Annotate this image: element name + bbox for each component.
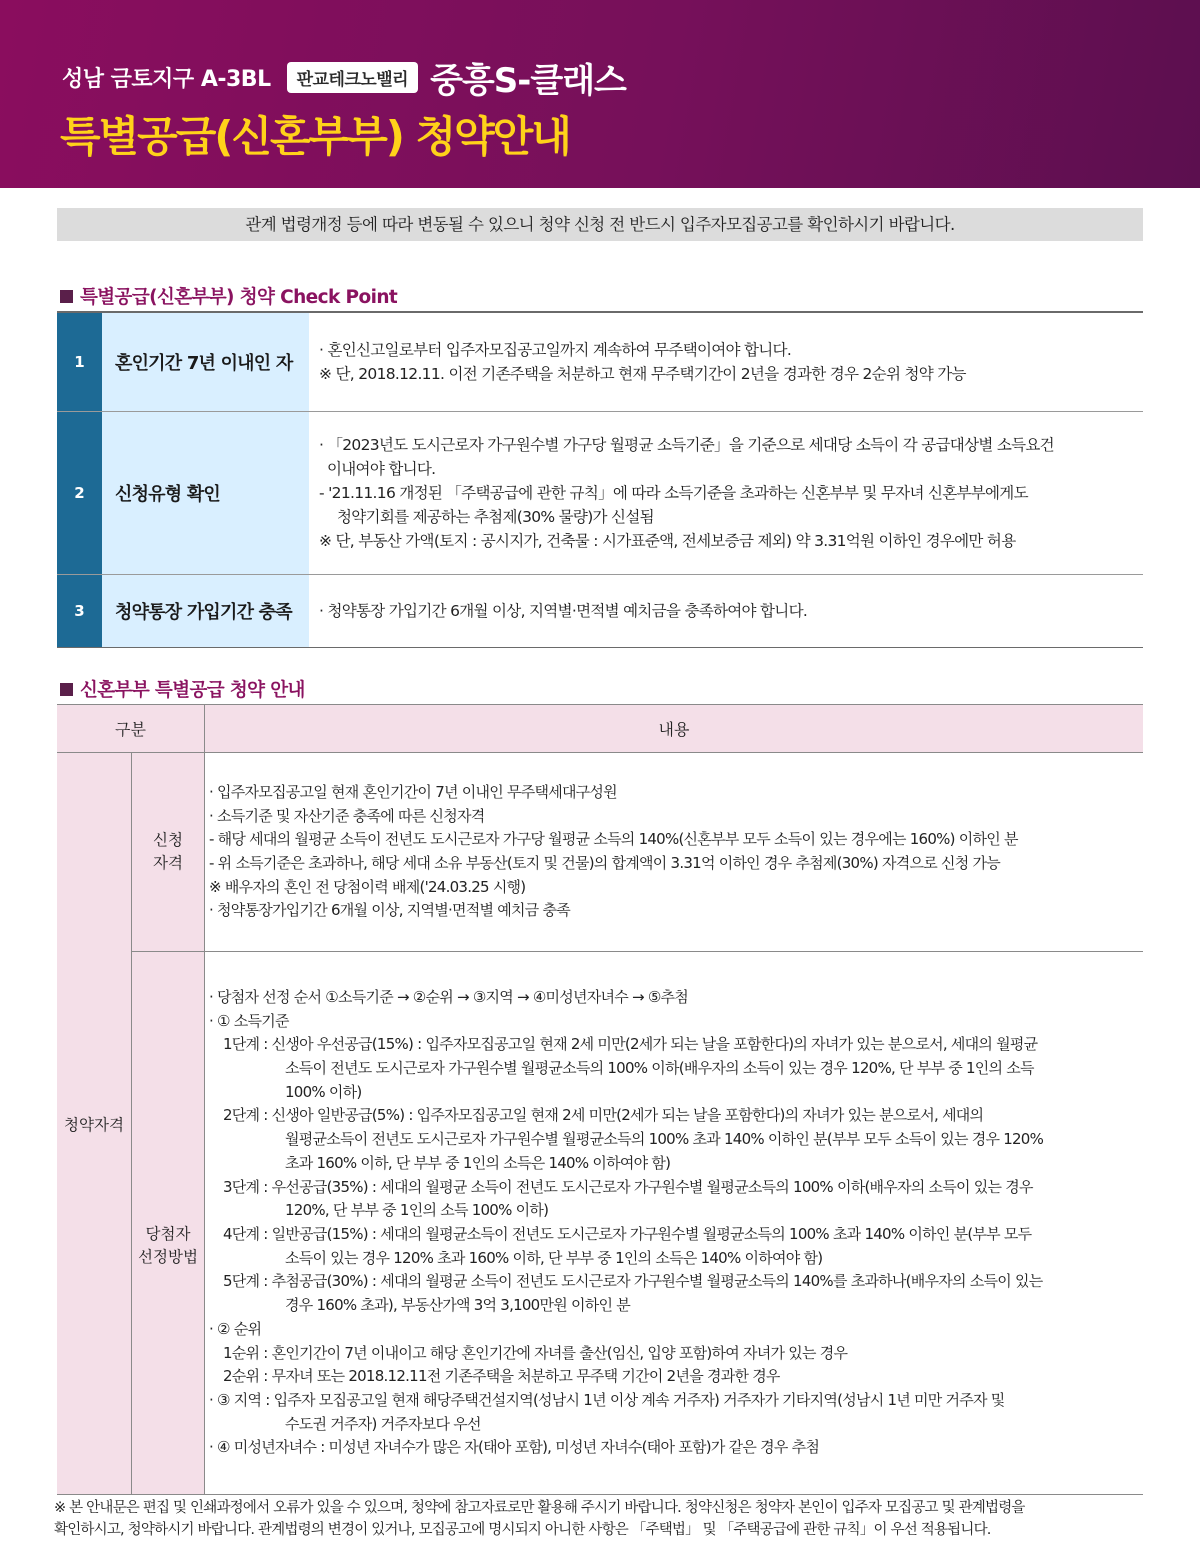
checkpoint-line: · 「2023년도 도시근로자 가구원수별 가구당 월평균 소득기준」을 기준으로 세대당 소득이 각 공급대상별 소득요건 [319, 436, 1054, 454]
checkpoint-heading: 신청유형 확인 [102, 412, 309, 574]
checkpoint-body [309, 575, 1143, 647]
footnote [54, 1497, 1025, 1541]
content-line: · 소득기준 및 자산기준 충족에 따른 신청자격 [209, 806, 485, 825]
footnote-line: 확인하시고, 청약하시기 바랍니다. 관계법령의 변경이 있거나, 모집공고에 명시되지 아니한 사항은 「주택법」 및 「주택공급에 관한 규칙」이 우선 적용됩니다. [54, 1522, 991, 1538]
content-line: 1단계 : 신생아 우선공급(15%) : 입주자모집공고일 현재 2세 미만(2세가 되는 날을 포함한다)의 자녀가 있는 분으로서, 세대의 월평균 [223, 1035, 1038, 1054]
content-line: ※ 배우자의 혼인 전 당첨이력 배제('24.03.25 시행) [209, 877, 526, 896]
content-line: 5단계 : 추첨공급(30%) : 세대의 월평균 소득이 전년도 도시근로자 가구원수별 월평균소득의 140%를 초과하나(배우자의 소득이 있는 [223, 1272, 1043, 1291]
column-header-content: 내용 [658, 720, 690, 739]
content-line: 소득이 전년도 도시근로자 가구원수별 월평균소득의 100% 이하(배우자의 소득이 있는 경우 120%, 단 부부 중 1인의 소득 [285, 1059, 1034, 1078]
checkpoint-line: - '21.11.16 개정된 「주택공급에 관한 규칙」에 따라 소득기준을 초과하는 신혼부부 및 무자녀 신혼부부에게도 [319, 484, 1028, 502]
content-line: 2단계 : 신생아 일반공급(5%) : 입주자모집공고일 현재 2세 미만(2세가 되는 날을 포함한다)의 자녀가 있는 분으로서, 세대의 [223, 1106, 984, 1125]
table-body [57, 753, 1143, 1495]
content-line: 120%, 단 부부 중 1인의 소득 100% 이하) [285, 1201, 549, 1220]
subcategory-label: 선정방법 [138, 1248, 198, 1266]
checkpoint-table [57, 311, 1143, 648]
content-line: 3단계 : 우선공급(35%) : 세대의 월평균 소득이 전년도 도시근로자 가구원수별 월평균소득의 100% 이하(배우자의 소득이 있는 경우 [223, 1177, 1033, 1196]
newlywed-table [57, 704, 1143, 1495]
page-title: 특별공급(신혼부부) 청약안내 [60, 112, 570, 161]
content-line: 100% 이하) [285, 1082, 362, 1101]
notice-bar: 관계 법령개정 등에 따라 변동될 수 있으니 청약 신청 전 반드시 입주자모집공고를 확인하시기 바랍니다. [57, 208, 1143, 241]
square-bullet-icon [60, 290, 73, 303]
subcategory-label: 신청 [153, 831, 183, 849]
content-line: 1순위 : 혼인기간이 7년 이내이고 해당 혼인기간에 자녀를 출산(임신, 입양 포함)하여 자녀가 있는 경우 [223, 1343, 848, 1362]
content-line: · ② 순위 [209, 1319, 262, 1338]
checkpoint-number: 3 [57, 575, 102, 647]
header-badge: 판교테크노밸리 [287, 62, 418, 93]
content-line: · ③ 지역 : 입주자 모집공고일 현재 해당주택건설지역(성남시 1년 이상 계속 거주자) 거주자가 기타지역(성남시 1년 미만 거주자 및 [209, 1390, 1005, 1409]
checkpoint-body [309, 313, 1143, 411]
checkpoint-line: ※ 단, 부동산 가액(토지 : 공시지가, 건축물 : 시가표준액, 전세보증금 제외) 약 3.31억원 이하인 경우에만 허용 [319, 532, 1016, 550]
content-line: 소득이 있는 경우 120% 초과 160% 이하, 단 부부 중 1인의 소득은 140% 이하여야 함) [285, 1248, 823, 1267]
content-line: · ① 소득기준 [209, 1011, 289, 1030]
newlywed-title-text: 신혼부부 특별공급 청약 안내 [80, 680, 305, 701]
checkpoint-row [57, 313, 1143, 412]
header-banner [0, 0, 1200, 188]
checkpoint-line: ※ 단, 2018.12.11. 이전 기존주택을 처분하고 현재 무주택기간이 2년을 경과한 경우 2순위 청약 가능 [319, 365, 966, 383]
content-line: · 당첨자 선정 순서 ①소득기준 → ②순위 → ③지역 → ④미성년자녀수 → ⑤추첨 [209, 987, 689, 1006]
checkpoint-section-title [60, 283, 397, 309]
content-line: 경우 160% 초과), 부동산가액 3억 3,100만원 이하인 분 [285, 1296, 630, 1315]
content-line: 월평균소득이 전년도 도시근로자 가구원수별 월평균소득의 100% 초과 140% 이하인 분(부부 모두 소득이 있는 경우 120% [285, 1130, 1044, 1149]
table-header-row [57, 705, 1143, 753]
checkpoint-line: · 청약통장 가입기간 6개월 이상, 지역별·면적별 예치금을 충족하여야 합니다. [319, 602, 808, 620]
checkpoint-number: 1 [57, 313, 102, 411]
checkpoint-body [309, 412, 1143, 574]
header-line [62, 55, 626, 99]
subcategory-label: 자격 [153, 854, 183, 872]
checkpoint-heading: 혼인기간 7년 이내인 자 [102, 313, 309, 411]
content-cell [205, 753, 1143, 951]
category-cell: 청약자격 [57, 753, 132, 1494]
table-row [132, 952, 1143, 1494]
column-header-category: 구분 [57, 705, 205, 752]
checkpoint-line: · 혼인신고일로부터 입주자모집공고일까지 계속하여 무주택이여야 합니다. [319, 341, 792, 359]
content-cell [205, 952, 1143, 1494]
checkpoint-line: 이내여야 합니다. [327, 460, 436, 478]
newlywed-section-title [60, 676, 305, 702]
content-line: · 입주자모집공고일 현재 혼인기간이 7년 이내인 무주택세대구성원 [209, 782, 617, 801]
header-subtitle: 성남 금토지구 A-3BL [62, 66, 271, 92]
content-line: 초과 160% 이하, 단 부부 중 1인의 소득은 140% 이하여야 함) [285, 1153, 671, 1172]
content-line: - 위 소득기준은 초과하나, 해당 세대 소유 부동산(토지 및 건물)의 합계액이 3.31억 이하인 경우 추첨제(30%) 자격으로 신청 가능 [209, 854, 1000, 872]
content-line: 4단계 : 일반공급(15%) : 세대의 월평균소득이 전년도 도시근로자 가구원수별 월평균소득의 100% 초과 140% 이하인 분(부부 모두 [223, 1225, 1032, 1243]
checkpoint-row [57, 412, 1143, 575]
brand-logo: 중흥S-클래스 [430, 60, 626, 101]
checkpoint-line: 청약기회를 제공하는 추첨제(30% 물량)가 신설됨 [337, 508, 654, 526]
content-line: 2순위 : 무자녀 또는 2018.12.11전 기존주택을 처분하고 무주택 기간이 2년을 경과한 경우 [223, 1367, 780, 1386]
content-line: 수도권 거주자) 거주자보다 우선 [285, 1414, 481, 1433]
footnote-line: ※ 본 안내문은 편집 및 인쇄과정에서 오류가 있을 수 있으며, 청약에 참고자료로만 활용해 주시기 바랍니다. 청약신청은 청약자 본인이 입주자 모집공고 및 관계법령을 [54, 1500, 1025, 1516]
checkpoint-heading: 청약통장 가입기간 충족 [102, 575, 309, 647]
subcategory-label: 당첨자 [145, 1225, 191, 1243]
checkpoint-number: 2 [57, 412, 102, 574]
checkpoint-row [57, 575, 1143, 647]
content-line: · 청약통장가입기간 6개월 이상, 지역별·면적별 예치금 충족 [209, 901, 570, 920]
subcategory-cell [132, 753, 205, 951]
subcategory-cell [132, 952, 205, 1494]
table-row [132, 753, 1143, 952]
square-bullet-icon [60, 683, 73, 696]
table-subrows [132, 753, 1143, 1494]
checkpoint-title-text: 특별공급(신혼부부) 청약 Check Point [80, 287, 398, 308]
content-line: · ④ 미성년자녀수 : 미성년 자녀수가 많은 자(태아 포함), 미성년 자녀수(태아 포함)가 같은 경우 추첨 [209, 1438, 820, 1457]
content-line: - 해당 세대의 월평균 소득이 전년도 도시근로자 가구당 월평균 소득의 140%(신혼부부 모두 소득이 있는 경우에는 160%) 이하인 분 [209, 830, 1018, 849]
